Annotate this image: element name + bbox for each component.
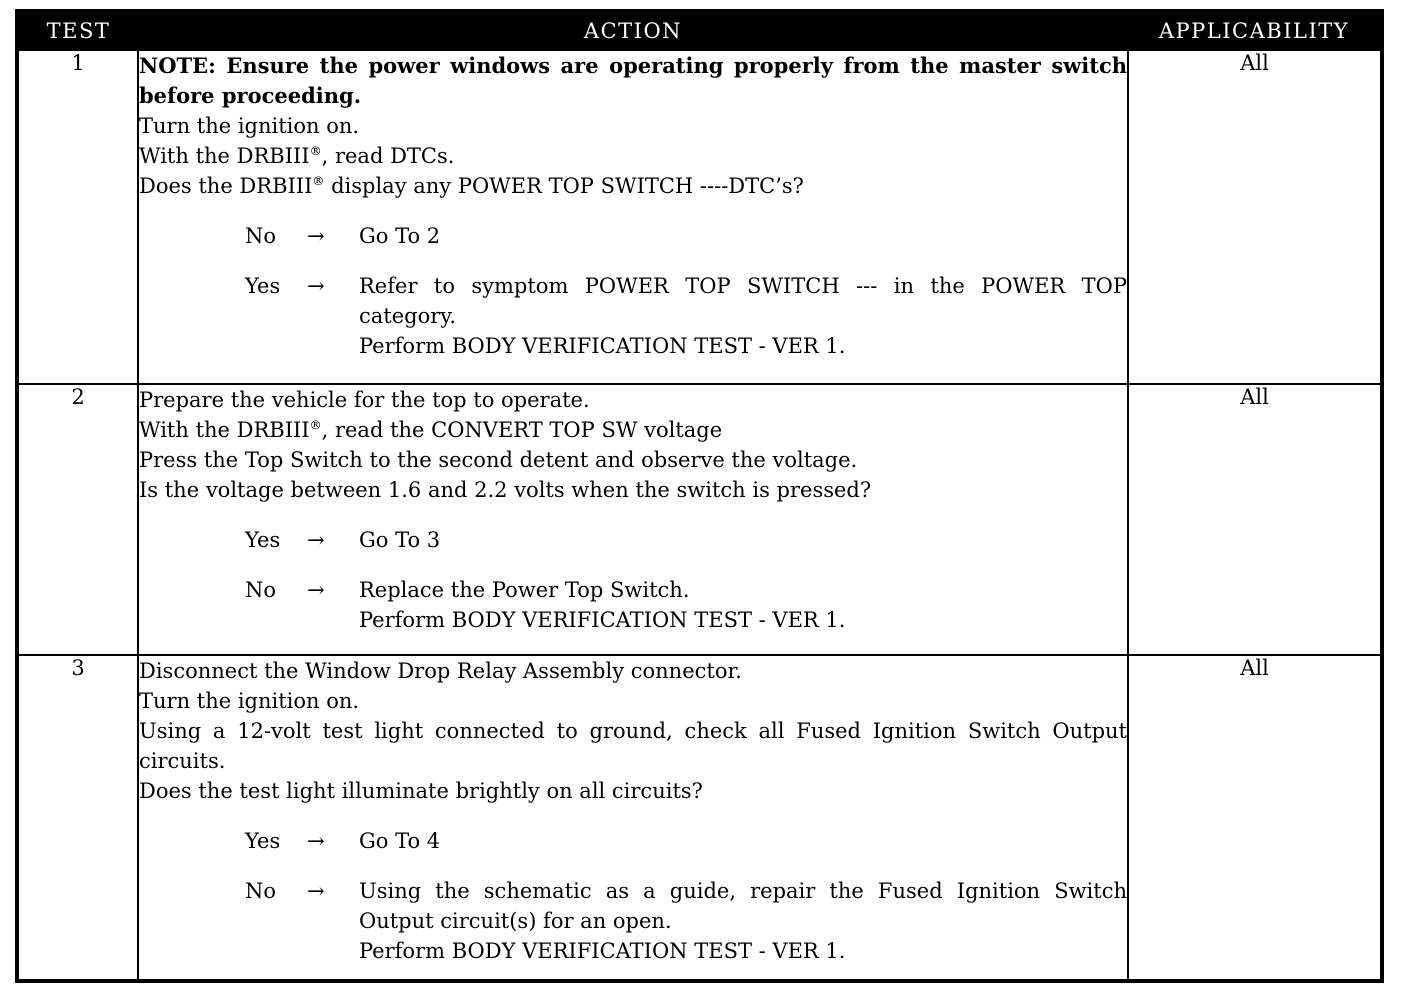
- option-answer: Yes: [245, 829, 281, 853]
- test-row-3: [17, 655, 1382, 981]
- header-action: ACTION: [138, 11, 1128, 50]
- option-yes: [139, 271, 1127, 361]
- option-answer: No: [245, 578, 277, 602]
- option-result: [359, 876, 1127, 966]
- header-row: [17, 11, 1382, 50]
- action-cell: [138, 655, 1128, 981]
- action-line: With the DRBIII®, read DTCs.: [139, 144, 455, 168]
- arrow-icon: →: [307, 528, 325, 552]
- option-answer: Yes: [245, 274, 281, 298]
- test-row-1: [17, 50, 1382, 384]
- action-line: Turn the ignition on.: [139, 114, 360, 138]
- option-result: [359, 221, 1127, 251]
- arrow-icon: →: [307, 829, 325, 853]
- action-cell: [138, 384, 1128, 655]
- applicability-value: All: [1128, 655, 1382, 981]
- option-no: [139, 221, 1127, 251]
- result-line: Perform BODY VERIFICATION TEST - VER 1.: [359, 608, 846, 632]
- option-no: [139, 575, 1127, 635]
- applicability-value: All: [1128, 384, 1382, 655]
- option-result: [359, 575, 1127, 635]
- diagnostic-test-table: [15, 9, 1384, 983]
- arrow-icon: →: [307, 879, 325, 903]
- result-line: Perform BODY VERIFICATION TEST - VER 1.: [359, 334, 846, 358]
- action-line: Using a 12-volt test light connected to ground, check all Fused Ignition Switch Output circuits.: [139, 719, 1127, 773]
- action-line: Does the DRBIII® display any POWER TOP SWITCH ----DTC’s?: [139, 174, 804, 198]
- action-line: Prepare the vehicle for the top to operate.: [139, 388, 590, 412]
- arrow-icon: →: [307, 274, 325, 298]
- arrow-icon: →: [307, 578, 325, 602]
- test-number: 3: [17, 655, 138, 981]
- action-line: With the DRBIII®, read the CONVERT TOP SW voltage: [139, 418, 723, 442]
- result-line: Refer to symptom POWER TOP SWITCH --- in the POWER TOP category.: [359, 274, 1127, 328]
- option-answer: Yes: [245, 528, 281, 552]
- option-no: [139, 876, 1127, 966]
- option-result: [359, 826, 1127, 856]
- action-line: Is the voltage between 1.6 and 2.2 volts when the switch is pressed?: [139, 478, 872, 502]
- action-line: Does the test light illuminate brightly on all circuits?: [139, 779, 703, 803]
- result-line: Go To 3: [359, 528, 441, 552]
- header-test: TEST: [17, 11, 138, 50]
- arrow-icon: →: [307, 224, 325, 248]
- result-line: Go To 4: [359, 829, 441, 853]
- option-result: [359, 525, 1127, 555]
- option-answer: No: [245, 879, 277, 903]
- result-line: Using the schematic as a guide, repair the Fused Ignition Switch Output circuit(s) for an open.: [359, 879, 1127, 933]
- option-answer: No: [245, 224, 277, 248]
- note-text: NOTE: Ensure the power windows are operating properly from the master switch before proceeding.: [139, 53, 1127, 108]
- header-applicability: APPLICABILITY: [1128, 11, 1382, 50]
- result-line: Perform BODY VERIFICATION TEST - VER 1.: [359, 939, 846, 963]
- action-line: Press the Top Switch to the second detent and observe the voltage.: [139, 448, 858, 472]
- test-row-2: [17, 384, 1382, 655]
- test-number: 1: [17, 50, 138, 384]
- action-line: Turn the ignition on.: [139, 689, 360, 713]
- applicability-value: All: [1128, 50, 1382, 384]
- option-result: [359, 271, 1127, 361]
- action-cell: [138, 50, 1128, 384]
- test-number: 2: [17, 384, 138, 655]
- option-yes: [139, 525, 1127, 555]
- result-line: Go To 2: [359, 224, 441, 248]
- option-yes: [139, 826, 1127, 856]
- result-line: Replace the Power Top Switch.: [359, 578, 690, 602]
- action-line: Disconnect the Window Drop Relay Assembly connector.: [139, 659, 742, 683]
